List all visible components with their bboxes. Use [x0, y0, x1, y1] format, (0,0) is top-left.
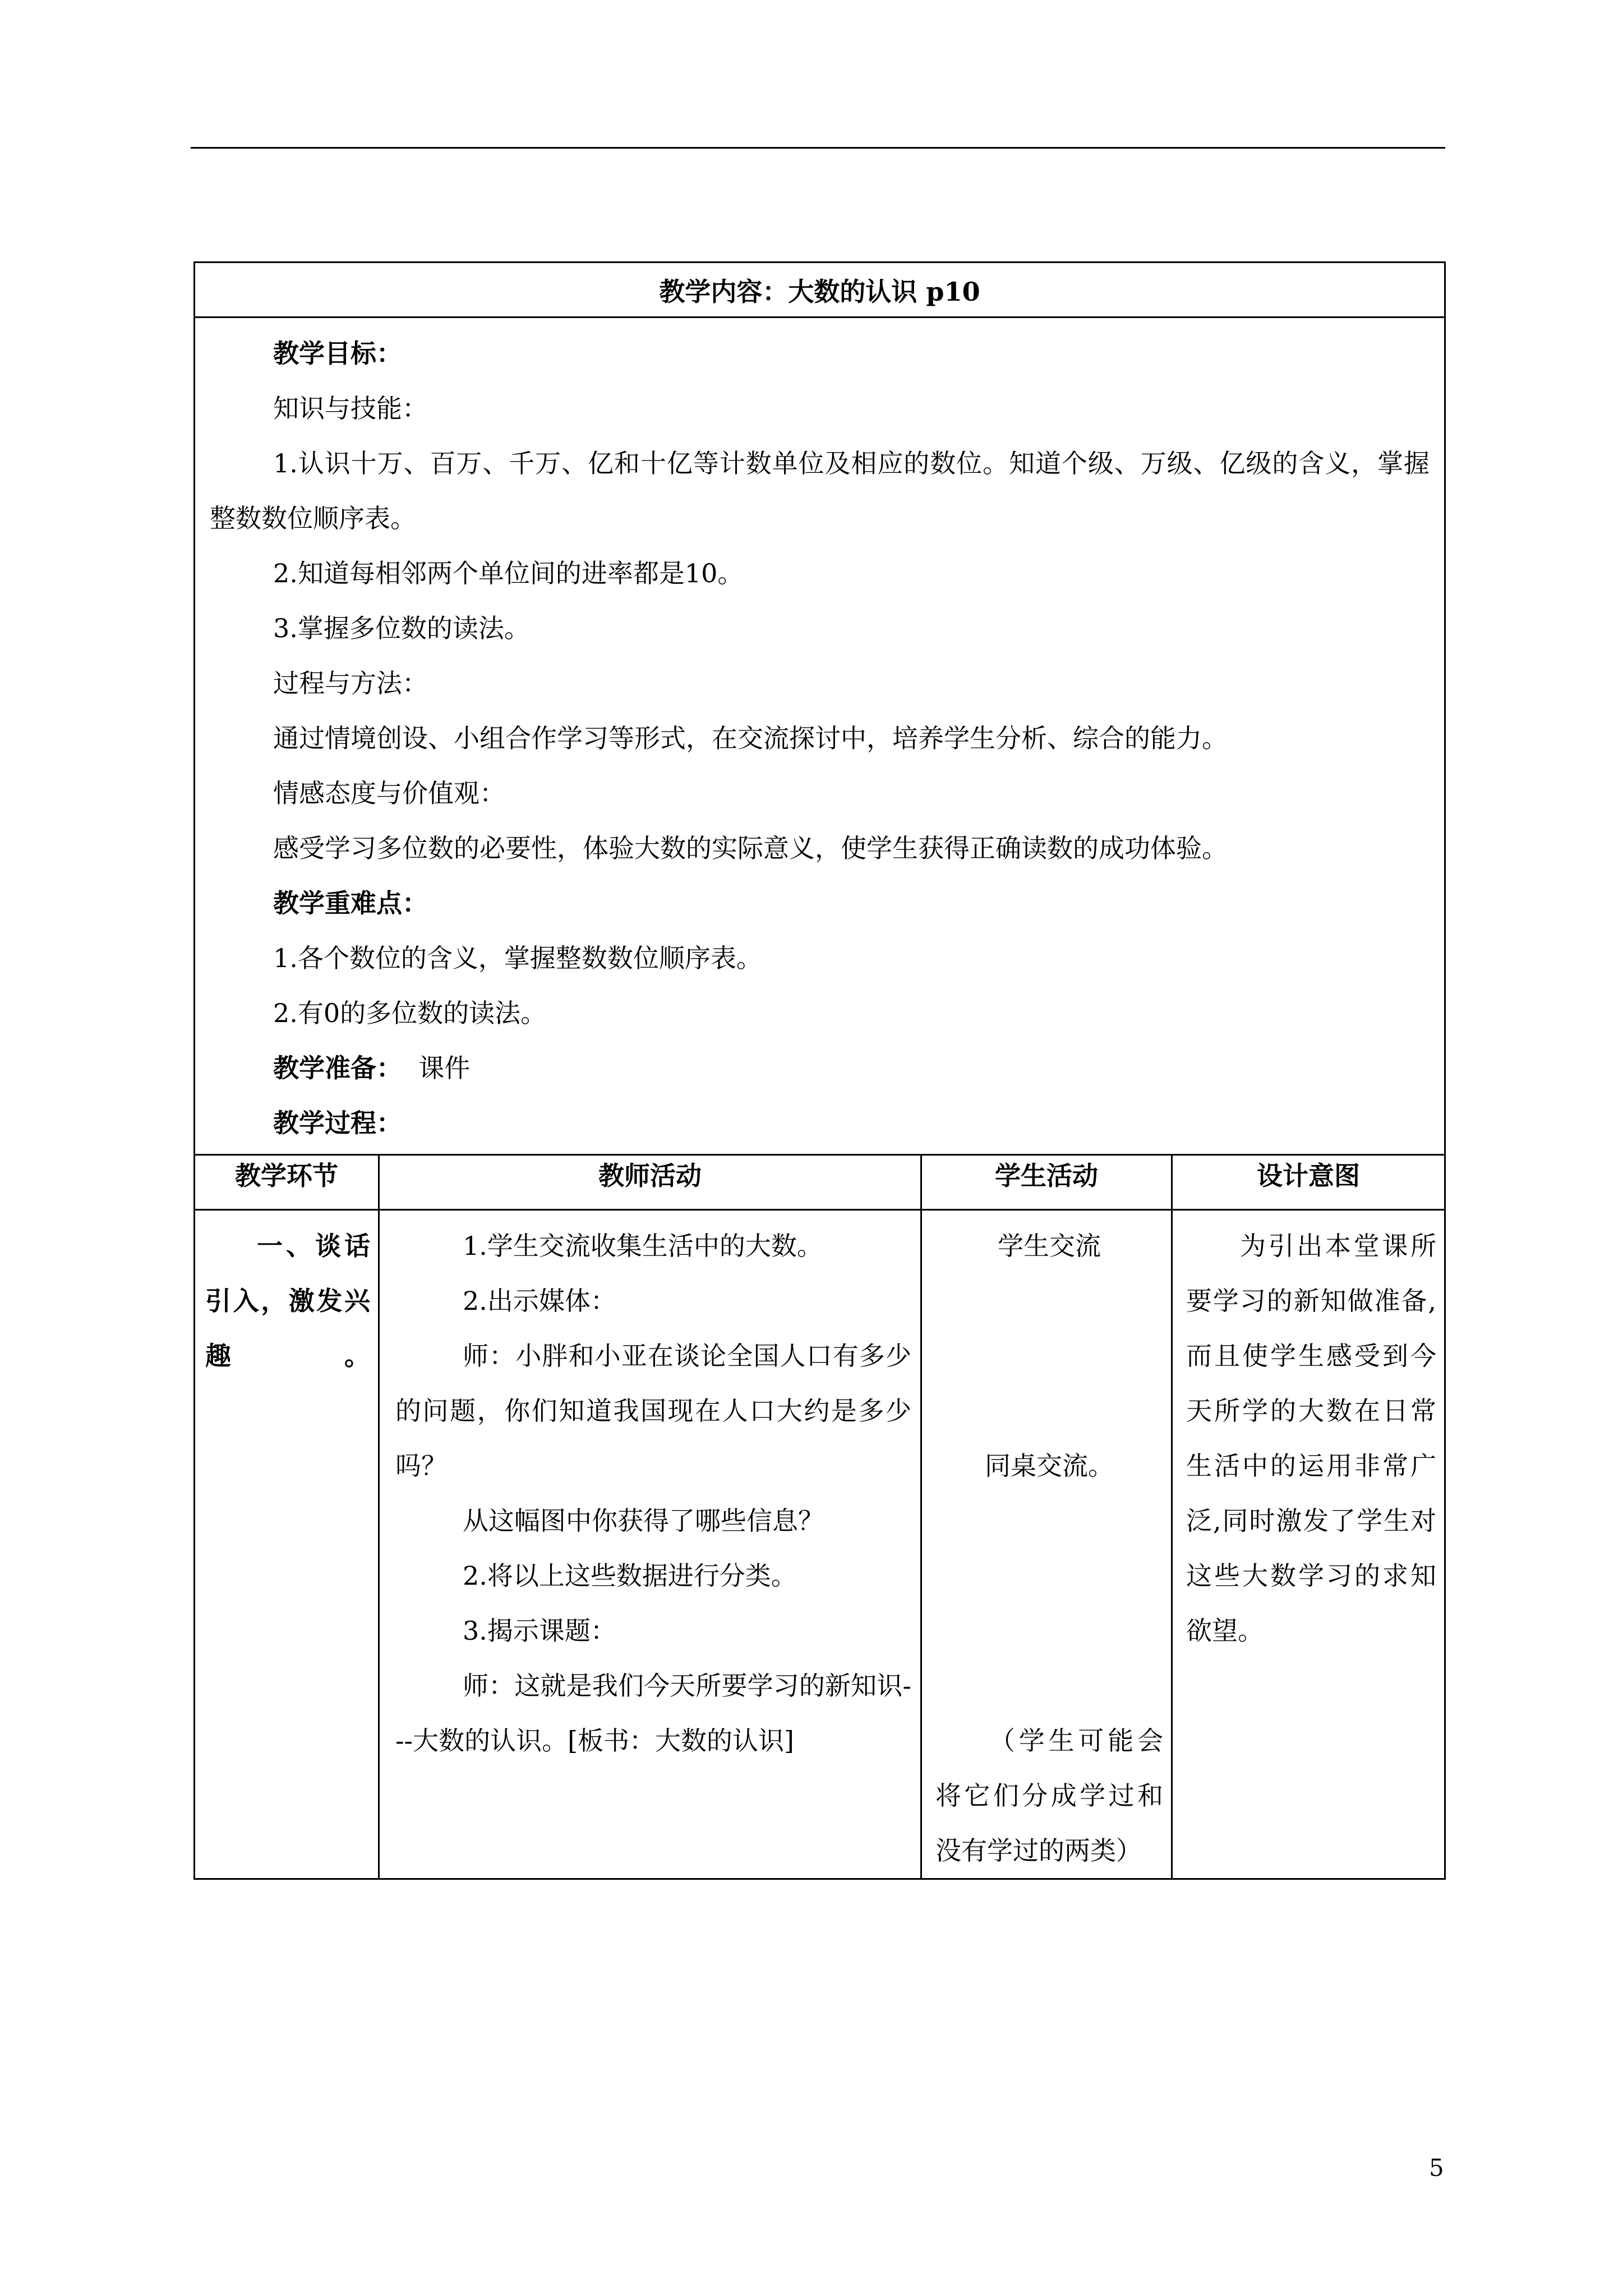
stage-text: 一、谈话引入，激发兴趣。 [205, 1231, 370, 1371]
table-row [195, 1210, 1445, 1879]
preparation-line [210, 1041, 1430, 1096]
page-number: 5 [1429, 2154, 1444, 2182]
knowledge-item: 3.掌握多位数的读法。 [273, 613, 530, 643]
emotion-label: 情感态度与价值观： [273, 778, 505, 808]
teacher-activity-item: 从这幅图中你获得了哪些信息？ [463, 1506, 824, 1536]
lesson-plan-table [193, 261, 1446, 1880]
emotion-text: 感受学习多位数的必要性，体验大数的实际意义，使学生获得正确读数的成功体验。 [273, 833, 1228, 863]
student-activity-item: 同桌交流。 [985, 1451, 1114, 1481]
lesson-title: 教学内容：大数的认识 p10 [195, 263, 1445, 318]
student-activity-item: （学生可能会将它们分成学过和没有学过的两类） [935, 1726, 1163, 1866]
key-point-item: 1.各个数位的含义，掌握整数数位顺序表。 [273, 943, 762, 973]
key-point-item: 2.有0的多位数的读法。 [273, 998, 547, 1028]
lesson-overview [195, 318, 1445, 1155]
column-header-intent: 设计意图 [1172, 1155, 1445, 1210]
preparation-heading: 教学准备： [273, 1053, 402, 1083]
header-rule [191, 147, 1445, 149]
column-header-student: 学生活动 [921, 1155, 1172, 1210]
teacher-activity-item: 师：这就是我们今天所要学习的新知识---大数的认识。[板书：大数的认识] [395, 1671, 911, 1756]
knowledge-label: 知识与技能： [273, 393, 428, 424]
process-text: 通过情境创设、小组合作学习等形式，在交流探讨中，培养学生分析、综合的能力。 [273, 723, 1228, 753]
key-points-heading: 教学重难点： [273, 888, 428, 918]
column-header-teacher: 教师活动 [379, 1155, 921, 1210]
teacher-activity-item: 2.将以上这些数据进行分类。 [463, 1561, 797, 1591]
objectives-heading: 教学目标： [273, 338, 402, 369]
teacher-activity-item: 师：小胖和小亚在谈论全国人口有多少的问题，你们知道我国现在人口大约是多少吗？ [395, 1341, 911, 1481]
design-intent-text: 为引出本堂课所要学习的新知做准备,而且使学生感受到今天所学的大数在日常生活中的运用非常广泛,同时激发了学生对这些大数学习的求知欲望。 [1186, 1231, 1437, 1646]
student-activity-item: 学生交流 [998, 1231, 1101, 1261]
student-activity-cell [921, 1210, 1172, 1879]
knowledge-item: 1.认识十万、百万、千万、亿和十亿等计数单位及相应的数位。知道个级、万级、亿级的含义，掌握整数数位顺序表。 [210, 448, 1430, 533]
column-header-stage: 教学环节 [195, 1155, 379, 1210]
teacher-activity-item: 2.出示媒体： [463, 1286, 616, 1316]
knowledge-item: 2.知道每相邻两个单位间的进率都是10。 [273, 558, 744, 588]
process-heading: 教学过程： [273, 1108, 402, 1138]
preparation-value: 课件 [418, 1053, 471, 1083]
teacher-activity-item: 3.揭示课题： [463, 1616, 616, 1646]
design-intent-cell [1172, 1210, 1445, 1879]
process-label: 过程与方法： [273, 668, 428, 698]
teacher-activity-cell [379, 1210, 921, 1879]
stage-cell [195, 1210, 379, 1879]
teacher-activity-item: 1.学生交流收集生活中的大数。 [463, 1231, 823, 1261]
